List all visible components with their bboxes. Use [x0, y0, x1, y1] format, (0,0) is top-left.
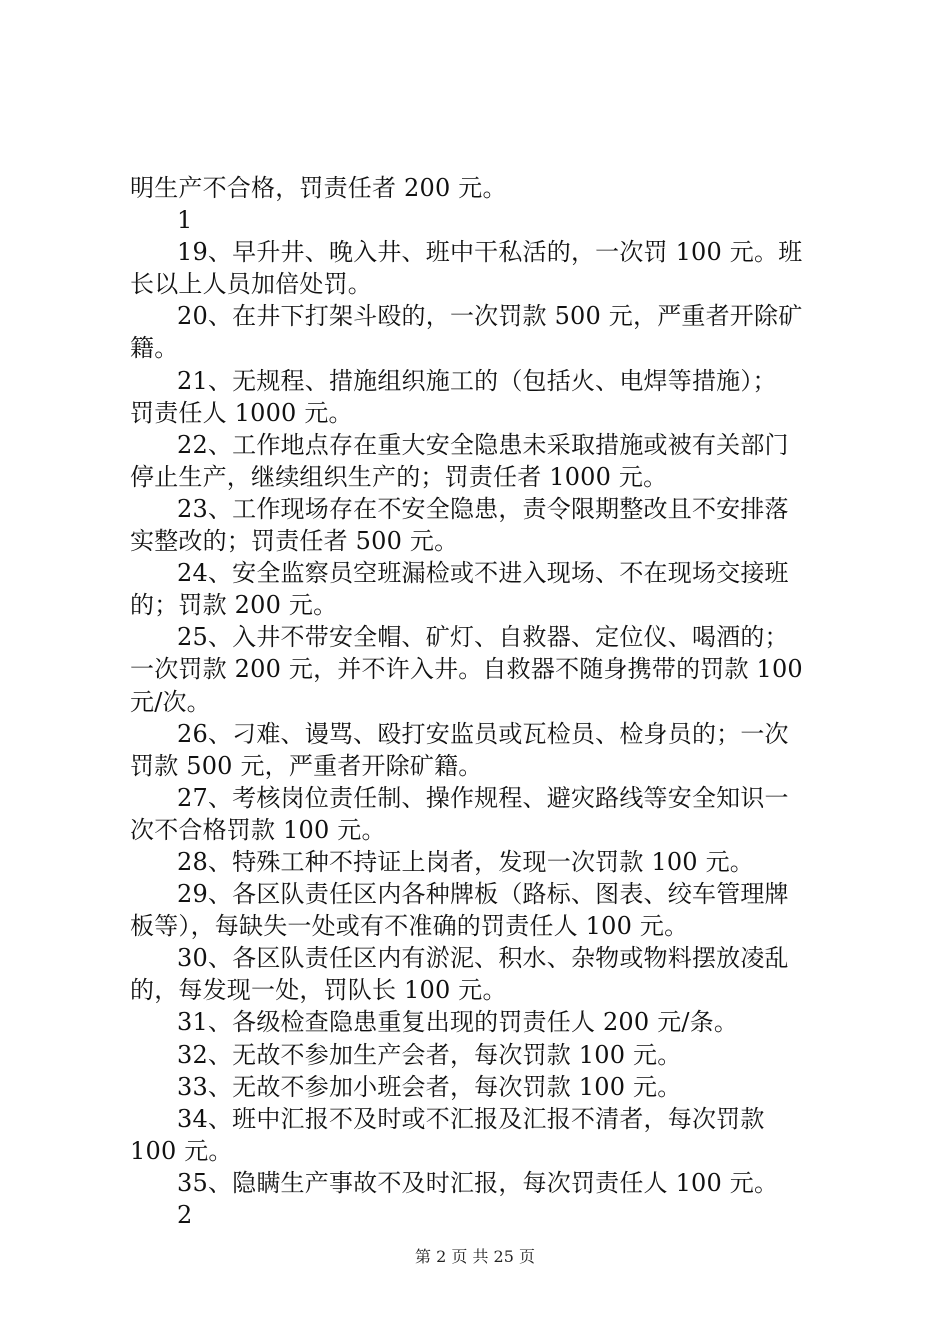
text-line: 1	[177, 206, 193, 235]
text-line: 明生产不合格，罚责任者 200 元。	[130, 174, 507, 202]
text-line: 21、无规程、措施组织施工的（包括火、电焊等措施）；	[177, 366, 777, 395]
text-line: 25、入井不带安全帽、矿灯、自救器、定位仪、喝酒的；	[177, 623, 789, 652]
text-line: 次不合格罚款 100 元。	[130, 815, 386, 844]
text-line: 100 元。	[130, 1136, 233, 1165]
text-line: 19、早升井、晚入井、班中干私活的，一次罚 100 元。班	[177, 238, 803, 267]
text-line: 长以上人员加倍处罚。	[130, 270, 372, 299]
text-line: 30、各区队责任区内有淤泥、积水、杂物或物料摆放凌乱	[177, 944, 789, 973]
text-line: 停止生产，继续组织生产的；罚责任者 1000 元。	[130, 462, 668, 491]
text-line: 32、无故不参加生产会者，每次罚款 100 元。	[177, 1040, 682, 1069]
page-footer	[0, 1244, 950, 1267]
text-line: 一次罚款 200 元，并不许入井。自救器不随身携带的罚款 100	[130, 655, 803, 684]
page-number-label: 第 2 页 共 25 页	[415, 1247, 535, 1266]
text-line: 的，每发现一处，罚队长 100 元。	[130, 976, 507, 1005]
text-line: 27、考核岗位责任制、操作规程、避灾路线等安全知识一	[177, 783, 789, 812]
text-line: 33、无故不参加小班会者，每次罚款 100 元。	[177, 1072, 682, 1101]
text-line: 实整改的；罚责任者 500 元。	[130, 527, 459, 556]
text-line: 的；罚款 200 元。	[130, 591, 338, 620]
text-line: 20、在井下打架斗殴的，一次罚款 500 元，严重者开除矿	[177, 302, 803, 331]
text-line: 35、隐瞒生产事故不及时汇报，每次罚责任人 100 元。	[177, 1168, 779, 1197]
text-line: 元/次。	[130, 687, 211, 716]
text-line: 罚款 500 元，严重者开除矿籍。	[130, 751, 483, 780]
text-line: 29、各区队责任区内各种牌板（路标、图表、绞车管理牌	[177, 880, 789, 909]
text-line: 籍。	[130, 334, 179, 363]
text-line: 罚责任人 1000 元。	[130, 398, 353, 427]
document-body	[130, 172, 830, 1231]
text-line: 24、安全监察员空班漏检或不进入现场、不在现场交接班	[177, 559, 789, 588]
text-line: 28、特殊工种不持证上岗者，发现一次罚款 100 元。	[177, 847, 755, 876]
text-line: 2	[177, 1201, 193, 1229]
text-line: 23、工作现场存在不安全隐患，责令限期整改且不安排落	[177, 494, 789, 523]
text-line: 31、各级检查隐患重复出现的罚责任人 200 元/条。	[177, 1008, 739, 1037]
text-line: 22、工作地点存在重大安全隐患未采取措施或被有关部门	[177, 430, 789, 459]
text-line: 34、班中汇报不及时或不汇报及汇报不清者，每次罚款	[177, 1104, 765, 1133]
text-line: 26、刁难、谩骂、殴打安监员或瓦检员、检身员的；一次	[177, 719, 789, 748]
text-line: 板等），每缺失一处或有不准确的罚责任人 100 元。	[130, 912, 689, 941]
